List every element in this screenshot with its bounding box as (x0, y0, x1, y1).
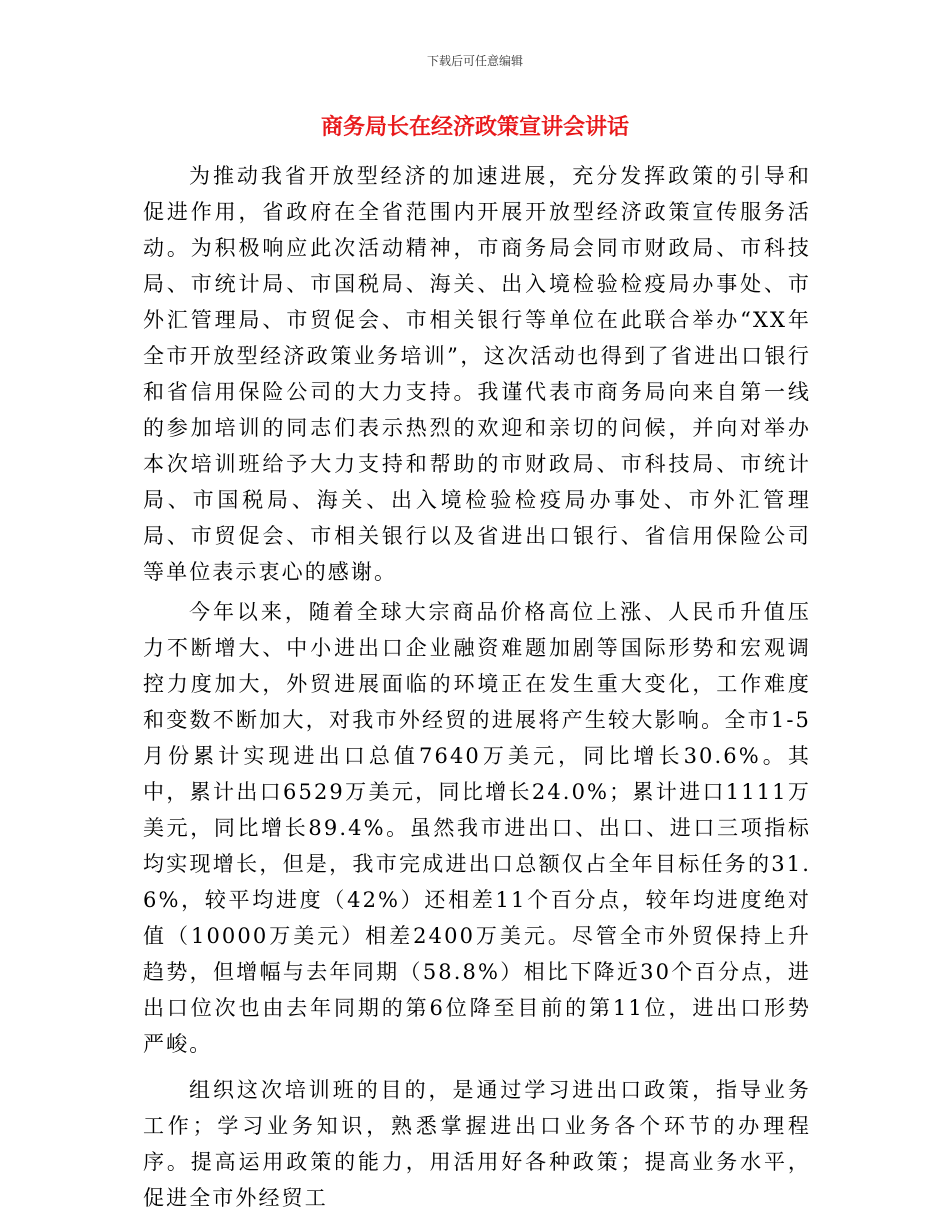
document-title: 商务局长在经济政策宣讲会讲话 (320, 115, 629, 140)
header-note: 下载后可任意编辑 (426, 54, 523, 68)
paragraph-3: 组织这次培训班的目的，是通过学习进出口政策，指导业务工作；学习业务知识，熟悉掌握进出口业务各个环节的办理程序。提高运用政策的能力，用活用好各种政策；提高业务水平，促进全市外经贸工 (143, 1078, 811, 1210)
paragraph-2: 今年以来，随着全球大宗商品价格高位上涨、人民币升值压力不断增大、中小进出口企业融资难题加剧等国际形势和宏观调控力度加大，外贸进展面临的环境正在发生重大变化，工作难度和变数不断加大，对我市外经贸的进展将产生较大影响。全市1-5月份累计实现进出口总值7640万美元，同比增长30.6%。其中，累计出口6529万美元，同比增长24.0%；累计进口1111万美元，同比增长89.4%。虽然我市进出口、出口、进口三项指标均实现增长，但是，我市完成进出口总额仅占全年目标任务的31.6%，较平均进度（42%）还相差11个百分点，较年均进度绝对值（10000万美元）相差2400万美元。尽管全市外贸保持上升趋势，但增幅与去年同期（58.8%）相比下降近30个百分点，进出口位次也由去年同期的第6位降至目前的第11位，进出口形势严峻。 (143, 600, 811, 1056)
document-body (143, 158, 811, 1216)
paragraph-1: 为推动我省开放型经济的加速进展，充分发挥政策的引导和促进作用，省政府在全省范围内开展开放型经济政策宣传服务活动。为积极响应此次活动精神，市商务局会同市财政局、市科技局、市统计局、市国税局、海关、出入境检验检疫局办事处、市外汇管理局、市贸促会、市相关银行等单位在此联合举办“XX年全市开放型经济政策业务培训”，这次活动也得到了省进出口银行和省信用保险公司的大力支持。我谨代表市商务局向来自第一线的参加培训的同志们表示热烈的欢迎和亲切的问候，并向对举办本次培训班给予大力支持和帮助的市财政局、市科技局、市统计局、市国税局、海关、出入境检验检疫局办事处、市外汇管理局、市贸促会、市相关银行以及省进出口银行、省信用保险公司等单位表示衷心的感谢。 (143, 164, 811, 584)
